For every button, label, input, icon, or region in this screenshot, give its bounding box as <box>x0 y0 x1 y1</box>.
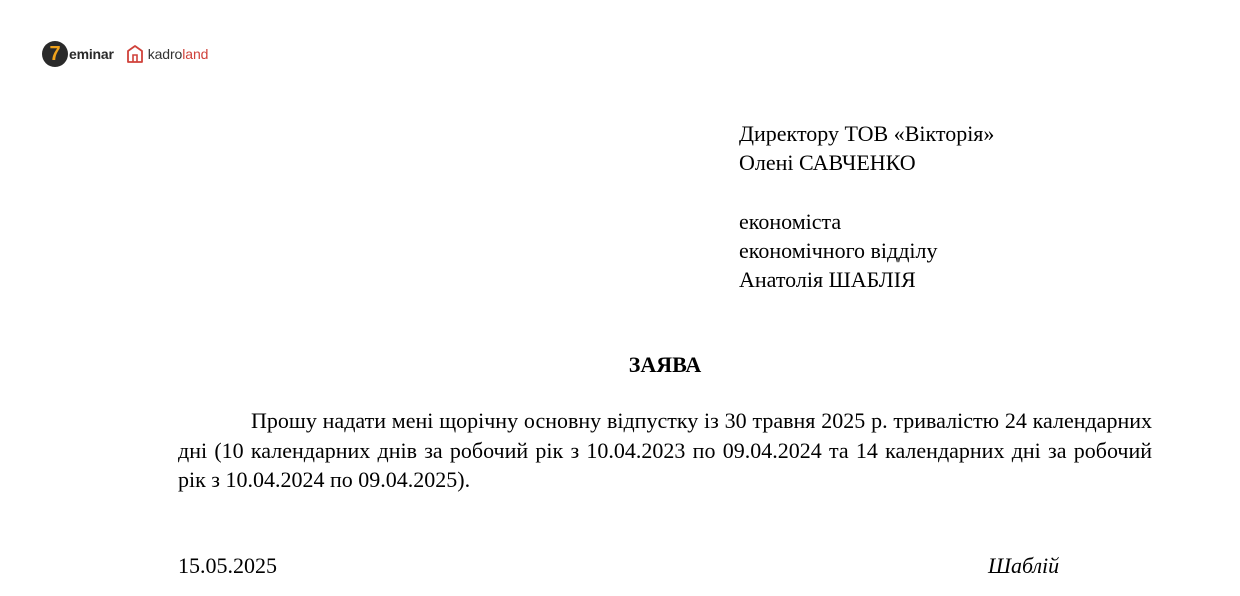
house-outline-icon <box>126 44 144 64</box>
seminar-seven-icon <box>42 41 68 67</box>
signature: Шаблій <box>988 553 1060 578</box>
document-date: 15.05.2025 <box>178 553 277 578</box>
sender-position: економіста <box>739 209 842 234</box>
kadroland-logo-text-part2: land <box>182 46 209 62</box>
seminar-seven-glyph: 7 <box>49 42 61 65</box>
addressee-position: Директору ТОВ «Вікторія» <box>739 121 995 146</box>
kadroland-logo <box>126 44 209 64</box>
document-body: Прошу надати мені щорічну основну відпустку із 30 травня 2025 р. тривалістю 24 календарних дні (10 календарних днів за робочий рік з 10.04.2023 по 09.04.2024 та 14 календарних дні за робочий рік з 10.04.2024 по 09.04.2025). <box>178 408 1152 492</box>
kadroland-logo-text <box>148 46 209 62</box>
seminar-logo-text: eminar <box>69 46 114 62</box>
sender-name: Анатолія ШАБЛІЯ <box>739 267 916 292</box>
addressee-name: Олені САВЧЕНКО <box>739 150 916 175</box>
document-title: ЗАЯВА <box>628 352 702 377</box>
seminar-logo <box>42 41 114 67</box>
sender-department: економічного відділу <box>739 238 938 263</box>
addressee-spacer <box>739 177 994 207</box>
header-logos <box>42 40 208 68</box>
addressee-block <box>739 119 994 294</box>
kadroland-logo-text-part1: kadro <box>147 46 183 62</box>
